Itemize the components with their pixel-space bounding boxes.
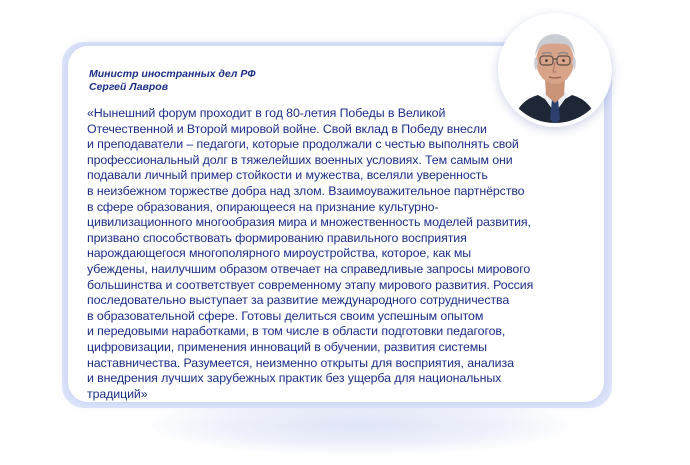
quote-line: подавали личный пример стойкости и мужества, вселяли уверенность [87,168,488,183]
quote-line: цифровизации, применения инноваций в обучении, развития системы [87,339,487,354]
speaker-caption [89,68,256,94]
quote-text [87,106,592,402]
speaker-name: Сергей Лавров [89,81,169,93]
quote-line: «Нынешний форум проходит в год 80-летия Победы в Великой [87,106,446,120]
quote-line: нарождающегося многополярного мироустройства, которое, как мы [87,246,472,261]
quote-line: убеждены, наилучшим образом отвечает на справедливые запросы мирового [87,261,531,276]
quote-line: и передовыми наработками, в том числе в области подготовки педагогов, [87,324,506,339]
quote-line: большинства и соответствует современному этапу мирового развития. Россия [87,277,534,292]
quote-line: в образовательной сфере. Готовы делиться своим успешным опытом [87,308,484,323]
quote-line: призвано способствовать формированию правильного восприятия [87,230,467,245]
quote-line: Отечественной и Второй мировой войне. Свой вклад в Победу внесли [87,121,487,136]
quote-line: цивилизационного многообразия мира и множественность моделей развития, [87,215,531,230]
quote-line: профессиональный долг в тяжелейших военных условиях. Тем самым они [87,152,513,167]
quote-line: традиций» [87,386,148,401]
portrait-illustration [498,13,612,127]
quote-line: наставничества. Разумеется, неизменно открыты для восприятия, анализа [87,355,514,370]
speaker-portrait [498,13,612,127]
quote-line: в сфере образования, опирающееся на признание культурно- [87,199,439,214]
quote-line: в неизбежном торжестве добра над злом. Взаимоуважительное партнёрство [87,183,525,198]
quote-line: и внедрения лучших зарубежных практик без ущерба для национальных [87,371,502,386]
speaker-title: Министр иностранных дел РФ [89,68,256,80]
quote-line: последовательно выступает за развитие международного сотрудничества [87,293,510,308]
quote-line: и преподаватели – педагоги, которые продолжали с честью выполнять свой [87,137,519,152]
